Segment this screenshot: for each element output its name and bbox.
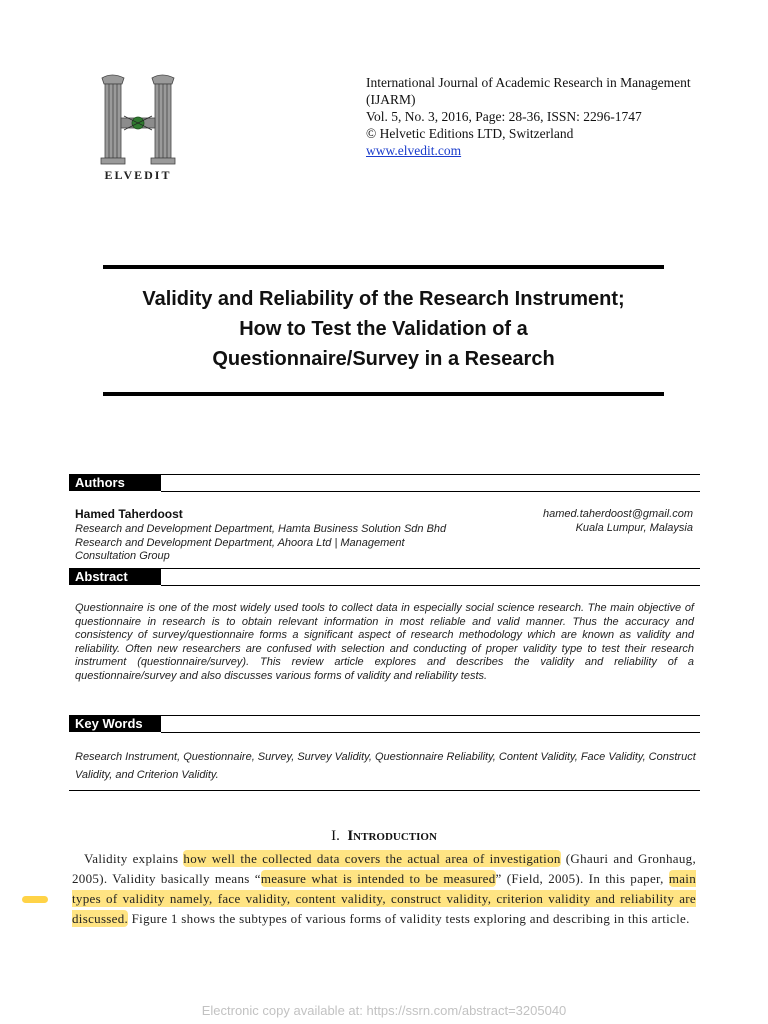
keywords-bottom-rule bbox=[69, 790, 700, 791]
abstract-header-rule bbox=[161, 585, 700, 586]
section-number: I. bbox=[331, 828, 340, 844]
author-location: Kuala Lumpur, Malaysia bbox=[575, 522, 693, 534]
author-contact bbox=[543, 507, 693, 535]
logo-wordmark: ELVEDIT bbox=[104, 168, 172, 182]
highlight-1[interactable]: how well the collected data covers the actual area of investigation bbox=[183, 851, 561, 866]
keywords-top-rule bbox=[69, 715, 700, 716]
section-title: Introduction bbox=[347, 828, 437, 844]
introduction-paragraph bbox=[72, 849, 696, 929]
title-line-3: Questionnaire/Survey in a Research bbox=[212, 348, 555, 370]
affiliation-line-3: Consultation Group bbox=[75, 550, 170, 562]
paper-title bbox=[103, 284, 664, 374]
affiliation-line-2: Research and Development Department, Ahoora Ltd | Management bbox=[75, 536, 405, 549]
highlight-2[interactable]: measure what is intended to be measured bbox=[260, 871, 496, 886]
journal-info bbox=[366, 74, 691, 159]
title-line-2: How to Test the Validation of a bbox=[239, 318, 528, 340]
intro-text-1: Validity explains bbox=[84, 851, 184, 866]
intro-text-4: Figure 1 shows the subtypes of various forms of validity tests exploring and describing in this article. bbox=[128, 911, 690, 926]
introduction-heading bbox=[0, 828, 768, 845]
journal-website-link[interactable]: www.elvedit.com bbox=[366, 143, 462, 158]
highlight-3[interactable]: main types of validity namely, face validity, content validity, construct validity, criterion validity and reliability are discussed. bbox=[72, 871, 697, 926]
affiliation-line-1: Research and Development Department, Hamta Business Solution Sdn Bhd bbox=[75, 523, 447, 535]
abstract-top-rule bbox=[69, 568, 700, 569]
author-affiliation bbox=[75, 523, 475, 564]
keywords-header-rule bbox=[161, 732, 700, 733]
journal-abbrev: (IJARM) bbox=[366, 92, 416, 107]
title-line-1: Validity and Reliability of the Research Instrument; bbox=[142, 288, 625, 310]
abstract-header: Abstract bbox=[69, 569, 161, 585]
authors-header-rule bbox=[161, 491, 700, 492]
journal-publisher: © Helvetic Editions LTD, Switzerland bbox=[366, 126, 574, 141]
keywords-text: Research Instrument, Questionnaire, Survey, Survey Validity, Questionnaire Reliability, Content Validity, Face Validity, Construct Validity, and Criterion Validity. bbox=[75, 751, 696, 781]
intro-text-2: (Ghauri and Gronhaug, 2005). Validity basically means “ bbox=[72, 851, 696, 886]
authors-header: Authors bbox=[69, 475, 161, 491]
keywords-header: Key Words bbox=[69, 716, 161, 732]
authors-top-rule bbox=[69, 474, 700, 475]
ssrn-footer: Electronic copy available at: https://ssrn.com/abstract=3205040 bbox=[201, 1003, 567, 1018]
author-email: hamed.taherdoost@gmail.com bbox=[543, 508, 693, 520]
journal-volume: Vol. 5, No. 3, 2016, Page: 28-36, ISSN: 2296-1747 bbox=[366, 109, 642, 124]
title-top-rule bbox=[103, 265, 664, 269]
title-bottom-rule bbox=[103, 392, 664, 396]
highlight-margin-mark bbox=[22, 896, 48, 903]
abstract-text: Questionnaire is one of the most widely used tools to collect data in especially social science research. The main objective of questionnaire in research is to obtain relevant information in most reliable and valid manner. Thus the accuracy and consistency of survey/questionnaire forms a significant aspect of research methodology which are known as validity and reliability. Often new researchers are confused with selection and conducting of proper validity type to test their research instrument (questionnaire/survey). This review article explores and describes the validity and reliability of a questionnaire/survey and also discusses various forms of validity and reliability tests. bbox=[75, 602, 694, 682]
author-name: Hamed Taherdoost bbox=[75, 507, 183, 521]
intro-text-3: ” (Field, 2005). In this paper, bbox=[495, 871, 669, 886]
journal-name: International Journal of Academic Research in Management bbox=[366, 75, 691, 90]
